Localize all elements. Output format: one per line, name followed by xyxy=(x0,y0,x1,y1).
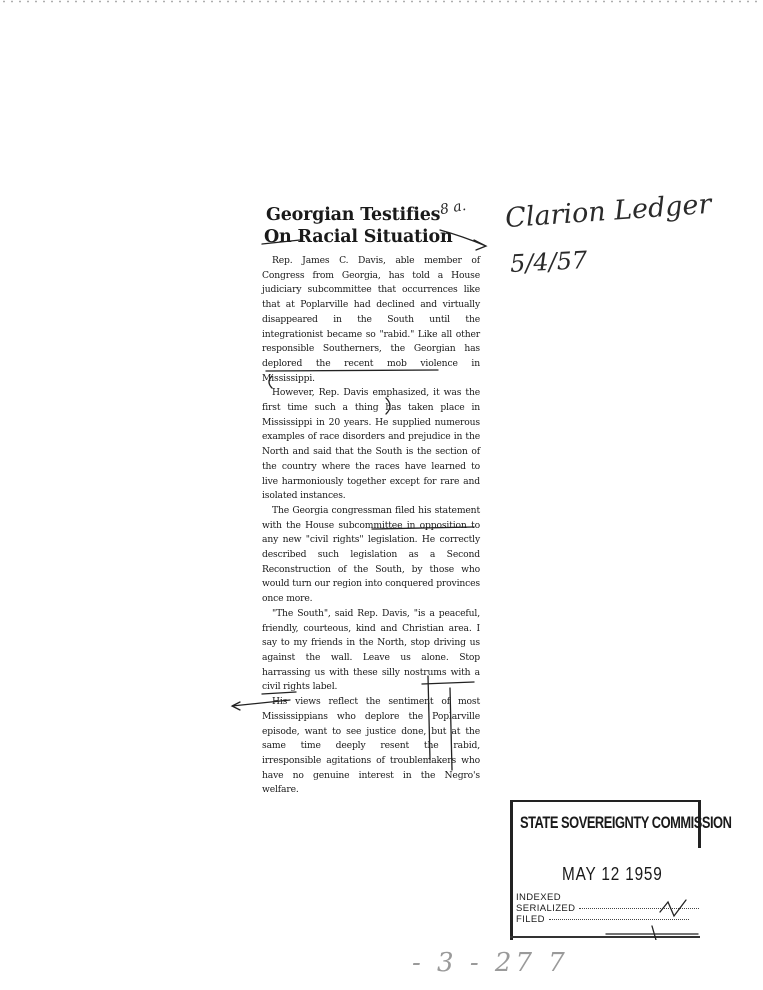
handwritten-headline-mark: 8 a. xyxy=(438,197,468,219)
headline-line-1: Georgian Testifies xyxy=(266,205,441,225)
paragraph-4: "The South", said Rep. Davis, "is a peaceful, friendly, courteous, kind and Christian area. I say to my friends in the North, stop driving us against the wall. Leave us alone. Stop harrassing us with these silly nostrums with a civil rights label. xyxy=(262,607,480,693)
stamp-row-indexed-label: INDEXED xyxy=(516,892,562,903)
stamp-row-serialized-label: SERIALIZED xyxy=(516,903,576,914)
stamp-title: STATE SOVEREIGNTY COMMISSION xyxy=(520,814,732,832)
stamp-date: MAY 12 1959 xyxy=(562,864,663,884)
paragraph-2: However, Rep. Davis emphasized, it was the first time such a thing has taken place in Mississippi in 20 years. He supplied numerous examples of race disorders and prejudice in the North and said that the South is the section of the country where the races have learned to live harmoniously together except for rare and isolated instances. xyxy=(262,387,480,502)
stamp-row-filed-label: FILED xyxy=(516,914,545,925)
handwritten-date: 5/4/57 xyxy=(509,245,588,279)
top-dotted-edge xyxy=(0,0,763,3)
paragraph-1: Rep. James C. Davis, able member of Congress from Georgia, has told a House judiciary subcommittee that occurrences like that at Poplarville had declined and virtually disappeared in the South until the integrationist became so "rabid." Like all other responsible Southerners, the Georgian has deplored the recent mob violence in Mississippi. xyxy=(262,255,480,384)
paragraph-3: The Georgia congressman filed his statement with the House subcommittee in opposition to any new "civil rights" legislation. He correctly described such legislation as a Second Reconstruction of the South, by those who would turn our region into conquered provinces once more. xyxy=(262,504,480,605)
stamp-checkmarks xyxy=(510,800,702,940)
headline-line-2: On Racial Situation xyxy=(264,227,453,247)
article-body xyxy=(262,254,480,798)
commission-stamp xyxy=(510,800,732,940)
file-number: - 3 - 27 7 xyxy=(412,948,569,978)
paragraph-5: His views reflect the sentiment of most Mississippians who deplore the Poplarville episode, want to see justice done, but at the same time deeply resent the rabid, irresponsible agitations of troublemakers who have no genuine interest in the Negro's welfare. xyxy=(262,696,480,796)
handwritten-source: Clarion Ledger xyxy=(504,188,713,235)
newspaper-clipping xyxy=(262,204,480,798)
